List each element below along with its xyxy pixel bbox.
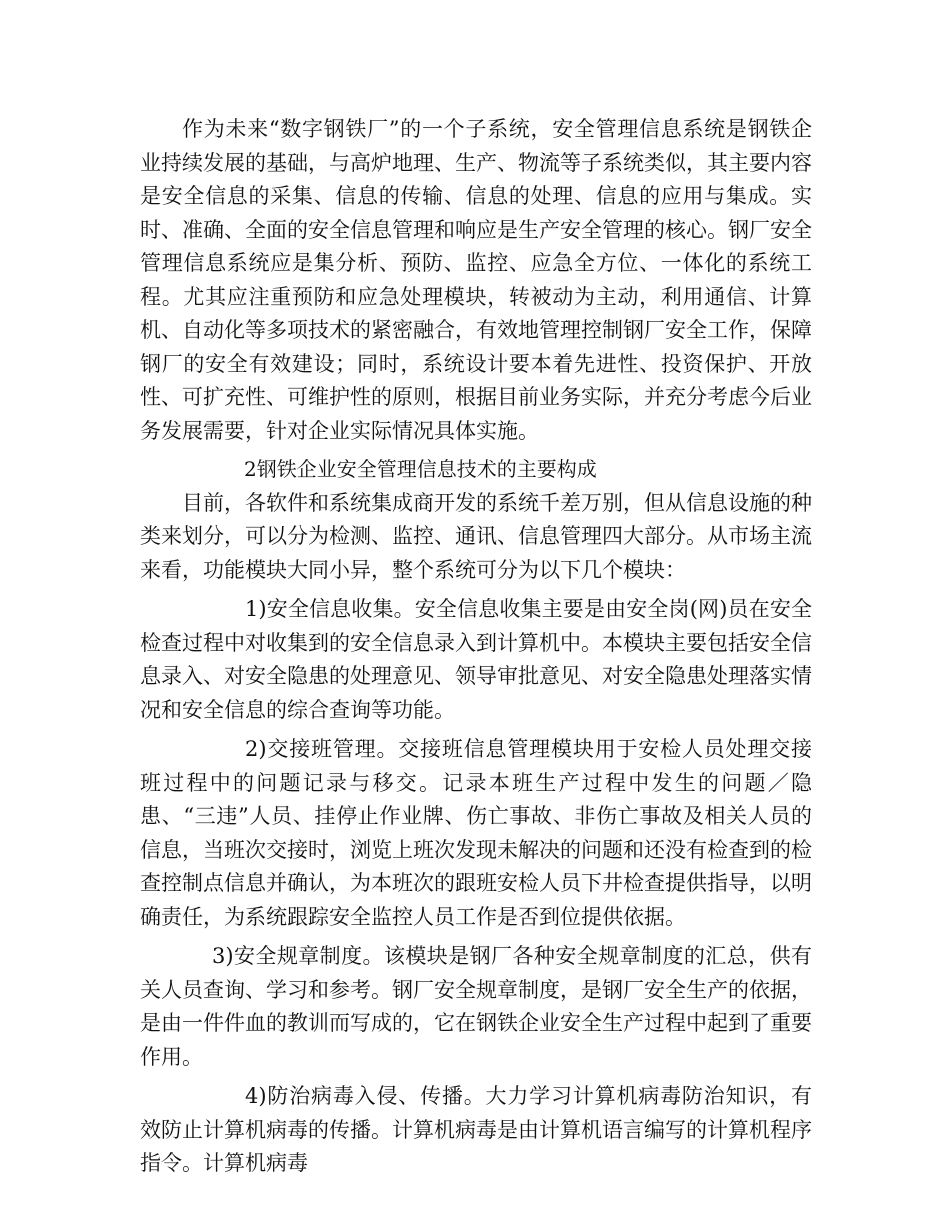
document-page [140, 113, 812, 1181]
paragraph-item-4: 4)防治病毒入侵、传播。大力学习计算机病毒防治知识，有效防止计算机病毒的传播。计算机病毒是由计算机语言编写的计算机程序指令。计算机病毒 [140, 1084, 812, 1175]
paragraph-item-3: 3)安全规章制度。该模块是钢厂各种安全规章制度的汇总，供有关人员查询、学习和参考。钢厂安全规章制度，是钢厂安全生产的依据，是由一件件血的教训而写成的，它在钢铁企业安全生产过程中起到了重要作用。 [140, 944, 812, 1069]
paragraph-intro: 作为未来“数字钢铁厂”的一个子系统，安全管理信息系统是钢铁企业持续发展的基础，与高炉地理、生产、物流等子系统类似，其主要内容是安全信息的采集、信息的传输、信息的处理、信息的应用与集成。实时、准确、全面的安全信息管理和响应是生产安全管理的核心。钢厂安全管理信息系统应是集分析、预防、监控、应急全方位、一体化的系统工程。尤其应注重预防和应急处理模块，转被动为主动，利用通信、计算机、自动化等多项技术的紧密融合，有效地管理控制钢厂安全工作，保障钢厂的安全有效建设；同时，系统设计要本着先进性、投资保护、开放性、可扩充性、可维护性的原则，根据目前业务实际，并充分考虑今后业务发展需要，针对企业实际情况具体实施。 [140, 117, 812, 443]
paragraph-overview: 目前，各软件和系统集成商开发的系统千差万别，但从信息设施的种类来划分，可以分为检测、监控、通讯、信息管理四大部分。从市场主流来看，功能模块大同小异，整个系统可分为以下几个模块： [140, 490, 812, 582]
paragraph-item-2: 2)交接班管理。交接班信息管理模块用于安检人员处理交接班过程中的问题记录与移交。记录本班生产过程中发生的问题／隐患、“三违”人员、挂停止作业牌、伤亡事故、非伤亡事故及相关人员的信息，当班次交接时，浏览上班次发现未解决的问题和还没有检查到的检查控制点信息并确认，为本班次的跟班安检人员下井检查提供指导，以明确责任，为系统跟踪安全监控人员工作是否到位提供依据。 [140, 737, 812, 929]
paragraph-item-1: 1)安全信息收集。安全信息收集主要是由安全岗(网)员在安全检查过程中对收集到的安全信息录入到计算机中。本模块主要包括安全信息录入、对安全隐患的处理意见、领导审批意见、对安全隐患处理落实情况和安全信息的综合查询等功能。 [140, 597, 812, 722]
section-heading: 2钢铁企业安全管理信息技术的主要构成 [244, 457, 597, 481]
